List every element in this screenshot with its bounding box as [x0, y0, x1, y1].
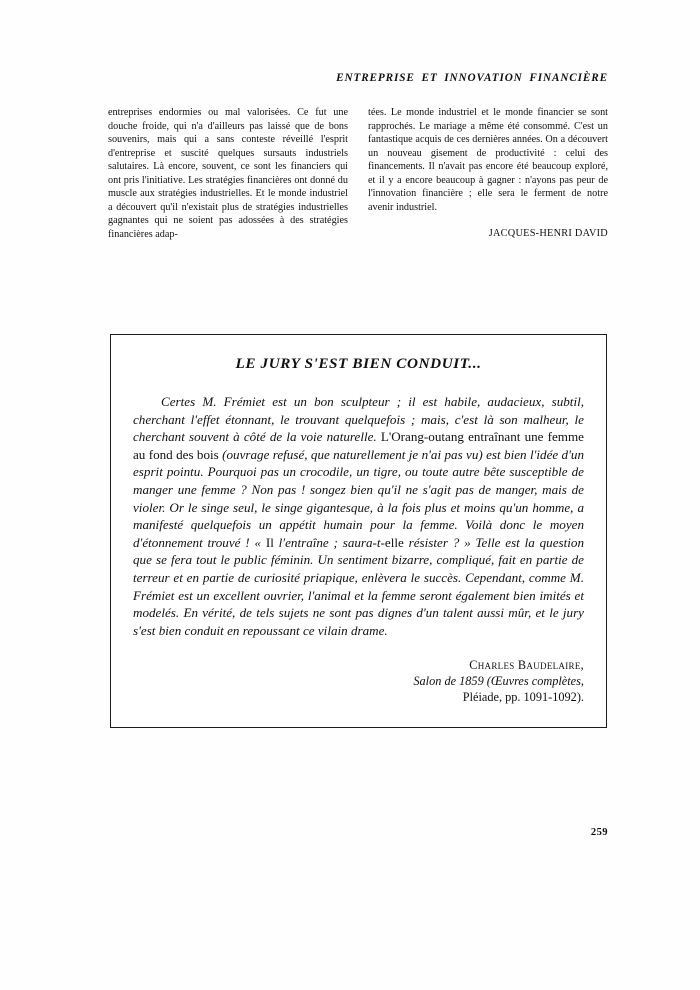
article-byline: JACQUES-HENRI DAVID [488, 228, 608, 240]
quotation-segment-1: Certes M. Frémiet est un bon sculpteur ; il est habile, audacieux, subtil, cherchant l'effet étonnant, le trouvant quelquefois ; mais, c'est là son malheur, le cherchant souvent à côté de la voie naturelle. [133, 394, 584, 445]
quotation-title: LE JURY S'EST BIEN CONDUIT... [235, 355, 482, 372]
article-paragraph-left: entreprises endormies ou mal valorisées. Ce fut une douche froide, qui n'a d'ailleurs pas laissé que de bons souvenirs, mais qui a sans conteste réveillé l'esprit d'entreprise et suscité quelques sursauts industriels salutaires. Là encore, souvent, ce sont les financiers qui ont pris l'initiative. Les stratégies financières ont donné du muscle aux stratégies industrielles. Et le monde industriel a découvert qu'il n'existait plus de stratégies industrielles gagnantes qui ne soient pas adossées à des stratégies financières adap- [108, 107, 348, 240]
article-columns [108, 106, 608, 241]
quotation-text [133, 393, 584, 639]
article-column-left [108, 106, 348, 241]
quotation-inner-quote-italic-2: résister ? » [403, 534, 476, 550]
quotation-artwork-title: L'Orang-outang entraînant une femme au fond des bois [133, 429, 584, 462]
attribution-source-line-2: Pléiade, pp. 1091-1092). [462, 689, 584, 704]
quotation-inner-quote-roman-1: Il [265, 534, 274, 550]
article-column-right [368, 106, 608, 241]
quotation-segment-3: Telle est la question que se fera tout le public féminin. Un sentiment bizarre, compliqué, fait en partie de terreur et en partie de curiosité priapique, enlèvera le succès. Cependant, comme M. Frémiet est un excellent ouvrier, l'animal et la femme seront également bien imités et modelés. En vérité, de tels sujets ne sont pas dignes d'un talent aussi mûr, et le jury s'est bien conduit en repoussant ce vilain drame. [133, 534, 584, 638]
attribution-source-line-1: Salon de 1859 (Œuvres complètes, [413, 673, 584, 688]
quotation-box [110, 334, 607, 728]
attribution-author: Charles Baudelaire, [469, 658, 584, 673]
quotation-inner-quote-roman-2: elle [384, 534, 404, 550]
running-head: ENTREPRISE ET INNOVATION FINANCIÈRE [336, 72, 608, 84]
quotation-segment-2: (ouvrage refusé, que naturellement je n'ai pas vu) est bien l'idée d'un esprit pointu. Pourquoi pas un crocodile, un tigre, ou toute autre bête susceptible de manger une femme ? Non pas ! songez bien qu'il ne s'agit pas de manger, mais de violer. Or le singe seul, le singe gigantesque, à la fois plus et moins qu'un homme, a manifesté quelquefois un appétit humain pour la femme. Voilà donc le moyen d'étonnement trouvé ! « [133, 446, 584, 550]
page-number: 259 [590, 827, 608, 838]
article-paragraph-right: tées. Le monde industriel et le monde financier se sont rapprochés. Le mariage a même été consommé. C'est un fantastique acquis de ces dernières années. On a découvert un nouveau gisement de productivité : celui des financements. Il n'avait pas encore été beaucoup exploré, et il y a encore beaucoup à gagner : n'ayons pas peur de l'innovation financière ; elle sera le ferment de notre avenir industriel. [368, 107, 608, 213]
quotation-box-content [133, 353, 584, 705]
quotation-inner-quote-italic-1: l'entraîne ; saura-t- [273, 534, 385, 550]
quotation-attribution [133, 658, 584, 705]
